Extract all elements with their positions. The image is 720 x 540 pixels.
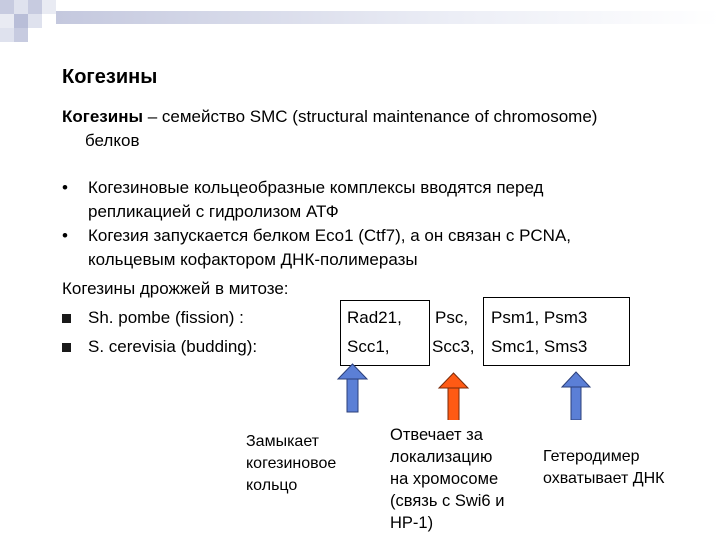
species-cerevisia: S. cerevisia (budding): — [88, 337, 258, 356]
definition-term: Когезины — [62, 107, 143, 126]
arrows — [330, 360, 630, 420]
caption-line: когезиновое — [246, 455, 337, 472]
definition-text: – семейство SMC (structural maintenance of chromosome) — [142, 107, 598, 126]
pombe-rad21: Rad21, — [347, 308, 402, 327]
caption-line: охватывает ДНК — [543, 470, 665, 487]
caption-line: кольцо — [246, 477, 298, 494]
yeast-header: Когезины дрожжей в митозе: — [62, 279, 289, 298]
bullet-2-line1: Когезия запускается белком Eco1 (Ctf7), а он связан с PCNA, — [88, 226, 572, 245]
square-bullet — [62, 343, 71, 352]
pombe-psc: Psc, — [435, 308, 469, 327]
caption-line: на хромосоме — [390, 470, 499, 488]
bullet-2-line2: кольцевым кофактором ДНК-полимеразы — [88, 250, 418, 269]
caption-closes-ring — [246, 431, 336, 497]
caption-line: (связь с Swi6 и — [390, 492, 505, 510]
caption-localization — [390, 424, 504, 534]
bullet-marker: • — [62, 226, 68, 245]
species-pombe: Sh. pombe (fission) : — [88, 308, 244, 327]
bullet-1-line2: репликацией с гидролизом АТФ — [88, 202, 339, 221]
arrow-blue-right — [562, 372, 590, 420]
bullet-marker: • — [62, 178, 68, 197]
definition-line — [62, 107, 597, 127]
cerevisia-smc: Smc1, Sms3 — [491, 337, 588, 356]
caption-line: локализацию — [390, 448, 493, 466]
arrow-blue-left — [338, 364, 367, 412]
pombe-psm: Psm1, Psm3 — [491, 308, 588, 327]
box-kleisin — [340, 300, 430, 366]
caption-line: Гетеродимер — [543, 448, 640, 465]
cerevisia-scc1: Scc1, — [347, 337, 390, 356]
caption-line: HP-1) — [390, 514, 434, 532]
box-smc — [483, 297, 630, 366]
bullet-1-line1: Когезиновые кольцеобразные комплексы вводятся перед — [88, 178, 544, 197]
caption-line: Отвечает за — [390, 426, 483, 444]
caption-line: Замыкает — [246, 433, 320, 450]
arrow-orange — [439, 373, 468, 420]
square-bullet — [62, 314, 71, 323]
top-bar — [56, 11, 720, 24]
definition-line2: белков — [85, 131, 140, 150]
caption-heterodimer — [543, 446, 664, 490]
cerevisia-scc3: Scc3, — [432, 337, 475, 356]
slide-title: Когезины — [62, 66, 158, 88]
